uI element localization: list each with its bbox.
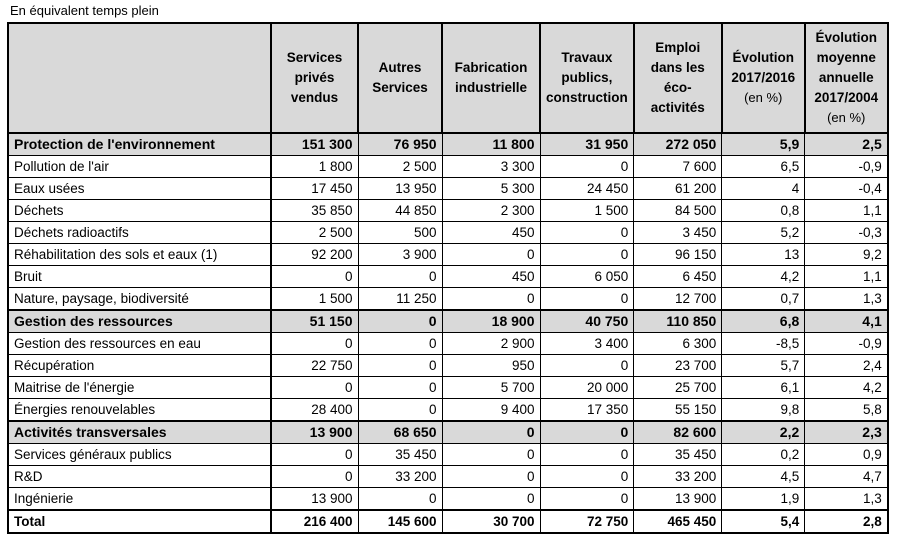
- cell-value: 0: [442, 288, 540, 311]
- cell-value: 1 500: [271, 288, 358, 311]
- cell-value: -8,5: [722, 333, 805, 355]
- cell-value: 24 450: [540, 178, 634, 200]
- cell-value: 9,2: [805, 244, 888, 266]
- cell-value: 6,8: [722, 310, 805, 333]
- cell-value: 0: [540, 156, 634, 178]
- cell-value: 11 800: [442, 133, 540, 156]
- row-label: Eaux usées: [8, 178, 271, 200]
- cell-value: 33 200: [358, 466, 442, 488]
- cell-value: 68 650: [358, 421, 442, 444]
- cell-value: 28 400: [271, 399, 358, 422]
- cell-value: 272 050: [634, 133, 722, 156]
- header-services-prives: Services privés vendus: [271, 23, 358, 133]
- cell-value: 0: [442, 466, 540, 488]
- cell-value: 4,5: [722, 466, 805, 488]
- cell-value: 0: [271, 377, 358, 399]
- header-autres-services: Autres Services: [358, 23, 442, 133]
- row-label: Pollution de l'air: [8, 156, 271, 178]
- cell-value: 0: [358, 266, 442, 288]
- cell-value: 4,7: [805, 466, 888, 488]
- cell-value: 92 200: [271, 244, 358, 266]
- cell-value: 13 900: [634, 488, 722, 511]
- cell-value: 2 900: [442, 333, 540, 355]
- cell-value: 4,2: [722, 266, 805, 288]
- cell-value: 6 300: [634, 333, 722, 355]
- row-label: Récupération: [8, 355, 271, 377]
- table-row: [8, 488, 888, 511]
- cell-value: 0: [540, 288, 634, 311]
- cell-value: 5,2: [722, 222, 805, 244]
- cell-value: 0: [358, 377, 442, 399]
- row-label: Nature, paysage, biodiversité: [8, 288, 271, 311]
- cell-value: 6,1: [722, 377, 805, 399]
- header-emploi-total: Emploi dans les éco-activités: [634, 23, 722, 133]
- table-row: [8, 266, 888, 288]
- section-row: [8, 421, 888, 444]
- cell-value: 18 900: [442, 310, 540, 333]
- cell-value: 0: [442, 488, 540, 511]
- cell-value: 44 850: [358, 200, 442, 222]
- cell-value: -0,9: [805, 156, 888, 178]
- cell-value: 0: [271, 266, 358, 288]
- cell-value: 17 350: [540, 399, 634, 422]
- cell-value: 145 600: [358, 510, 442, 533]
- cell-value: 0,7: [722, 288, 805, 311]
- table-row: [8, 377, 888, 399]
- cell-value: 4,1: [805, 310, 888, 333]
- cell-value: 5 300: [442, 178, 540, 200]
- cell-value: 216 400: [271, 510, 358, 533]
- cell-value: 0: [271, 444, 358, 466]
- header-evolution-moyenne: Évolution moyenne annuelle 2017/2004 (en %): [805, 23, 888, 133]
- cell-value: 950: [442, 355, 540, 377]
- cell-value: 9 400: [442, 399, 540, 422]
- cell-value: 35 850: [271, 200, 358, 222]
- cell-value: 13: [722, 244, 805, 266]
- row-label: Déchets: [8, 200, 271, 222]
- cell-value: 0: [358, 488, 442, 511]
- cell-value: 30 700: [442, 510, 540, 533]
- cell-value: 2,8: [805, 510, 888, 533]
- row-label: Services généraux publics: [8, 444, 271, 466]
- cell-value: 2 300: [442, 200, 540, 222]
- cell-value: 11 250: [358, 288, 442, 311]
- cell-value: 465 450: [634, 510, 722, 533]
- row-label: Réhabilitation des sols et eaux (1): [8, 244, 271, 266]
- cell-value: 1,1: [805, 200, 888, 222]
- cell-value: 0: [540, 444, 634, 466]
- cell-value: 13 900: [271, 488, 358, 511]
- cell-value: 0: [442, 444, 540, 466]
- table-row: [8, 200, 888, 222]
- cell-value: 0: [442, 244, 540, 266]
- cell-value: 3 450: [634, 222, 722, 244]
- header-travaux-publics: Travaux publics, construction: [540, 23, 634, 133]
- row-label: Déchets radioactifs: [8, 222, 271, 244]
- cell-value: 450: [442, 222, 540, 244]
- cell-value: -0,3: [805, 222, 888, 244]
- row-label: Protection de l'environnement: [8, 133, 271, 156]
- cell-value: 55 150: [634, 399, 722, 422]
- cell-value: 72 750: [540, 510, 634, 533]
- cell-value: 0: [358, 333, 442, 355]
- cell-value: 0: [358, 310, 442, 333]
- cell-value: 3 300: [442, 156, 540, 178]
- cell-value: 9,8: [722, 399, 805, 422]
- cell-value: 0: [540, 355, 634, 377]
- cell-value: 5,7: [722, 355, 805, 377]
- cell-value: 13 950: [358, 178, 442, 200]
- cell-value: 0: [540, 488, 634, 511]
- row-label: R&D: [8, 466, 271, 488]
- header-cell-blank: [8, 23, 271, 133]
- cell-value: 0: [540, 244, 634, 266]
- cell-value: 0,8: [722, 200, 805, 222]
- row-label: Gestion des ressources: [8, 310, 271, 333]
- cell-value: 40 750: [540, 310, 634, 333]
- cell-value: 0,9: [805, 444, 888, 466]
- cell-value: 1,3: [805, 288, 888, 311]
- employment-table: [7, 22, 889, 534]
- cell-value: 35 450: [358, 444, 442, 466]
- cell-value: 6 050: [540, 266, 634, 288]
- cell-value: 0: [358, 399, 442, 422]
- cell-value: 33 200: [634, 466, 722, 488]
- cell-value: 4,2: [805, 377, 888, 399]
- table-row: [8, 466, 888, 488]
- cell-value: 5 700: [442, 377, 540, 399]
- cell-value: 0: [271, 333, 358, 355]
- cell-value: 6 450: [634, 266, 722, 288]
- table-row: [8, 333, 888, 355]
- cell-value: 4: [722, 178, 805, 200]
- table-row: [8, 399, 888, 422]
- cell-value: 2,4: [805, 355, 888, 377]
- table-row: [8, 288, 888, 311]
- table-row: [8, 355, 888, 377]
- cell-value: -0,4: [805, 178, 888, 200]
- header-row: [8, 23, 888, 133]
- cell-value: 0: [358, 355, 442, 377]
- cell-value: 1 800: [271, 156, 358, 178]
- cell-value: 450: [442, 266, 540, 288]
- cell-value: 3 400: [540, 333, 634, 355]
- cell-value: 2 500: [358, 156, 442, 178]
- row-label: Gestion des ressources en eau: [8, 333, 271, 355]
- table-row: [8, 244, 888, 266]
- cell-value: 2,2: [722, 421, 805, 444]
- cell-value: 110 850: [634, 310, 722, 333]
- cell-value: 6,5: [722, 156, 805, 178]
- row-label: Énergies renouvelables: [8, 399, 271, 422]
- cell-value: 7 600: [634, 156, 722, 178]
- header-fabrication: Fabrication industrielle: [442, 23, 540, 133]
- cell-value: 5,4: [722, 510, 805, 533]
- cell-value: 13 900: [271, 421, 358, 444]
- row-label: Total: [8, 510, 271, 533]
- cell-value: 0: [540, 421, 634, 444]
- cell-value: 0,2: [722, 444, 805, 466]
- cell-value: 1 500: [540, 200, 634, 222]
- table-caption: En équivalent temps plein: [10, 3, 159, 18]
- cell-value: 12 700: [634, 288, 722, 311]
- total-row: [8, 510, 888, 533]
- row-label: Bruit: [8, 266, 271, 288]
- table-row: [8, 444, 888, 466]
- cell-value: 500: [358, 222, 442, 244]
- cell-value: 0: [540, 222, 634, 244]
- table-body: [8, 133, 888, 533]
- cell-value: 84 500: [634, 200, 722, 222]
- header-evolution-2017-2016: Évolution 2017/2016 (en %): [722, 23, 805, 133]
- cell-value: 82 600: [634, 421, 722, 444]
- cell-value: 0: [442, 421, 540, 444]
- cell-value: 76 950: [358, 133, 442, 156]
- cell-value: 51 150: [271, 310, 358, 333]
- cell-value: 0: [271, 466, 358, 488]
- cell-value: 2,5: [805, 133, 888, 156]
- cell-value: 22 750: [271, 355, 358, 377]
- row-label: Ingénierie: [8, 488, 271, 511]
- row-label: Activités transversales: [8, 421, 271, 444]
- section-row: [8, 133, 888, 156]
- section-row: [8, 310, 888, 333]
- cell-value: 151 300: [271, 133, 358, 156]
- cell-value: 61 200: [634, 178, 722, 200]
- cell-value: 5,9: [722, 133, 805, 156]
- cell-value: 5,8: [805, 399, 888, 422]
- cell-value: 2 500: [271, 222, 358, 244]
- table-row: [8, 178, 888, 200]
- cell-value: 23 700: [634, 355, 722, 377]
- cell-value: 31 950: [540, 133, 634, 156]
- cell-value: 25 700: [634, 377, 722, 399]
- header-unit: (en %): [744, 90, 783, 105]
- cell-value: 2,3: [805, 421, 888, 444]
- cell-value: 3 900: [358, 244, 442, 266]
- row-label: Maitrise de l'énergie: [8, 377, 271, 399]
- cell-value: 96 150: [634, 244, 722, 266]
- cell-value: 17 450: [271, 178, 358, 200]
- cell-value: 20 000: [540, 377, 634, 399]
- cell-value: 1,3: [805, 488, 888, 511]
- cell-value: 35 450: [634, 444, 722, 466]
- header-unit: (en %): [827, 110, 866, 125]
- table-row: [8, 156, 888, 178]
- cell-value: 1,1: [805, 266, 888, 288]
- table-row: [8, 222, 888, 244]
- cell-value: -0,9: [805, 333, 888, 355]
- cell-value: 1,9: [722, 488, 805, 511]
- cell-value: 0: [540, 466, 634, 488]
